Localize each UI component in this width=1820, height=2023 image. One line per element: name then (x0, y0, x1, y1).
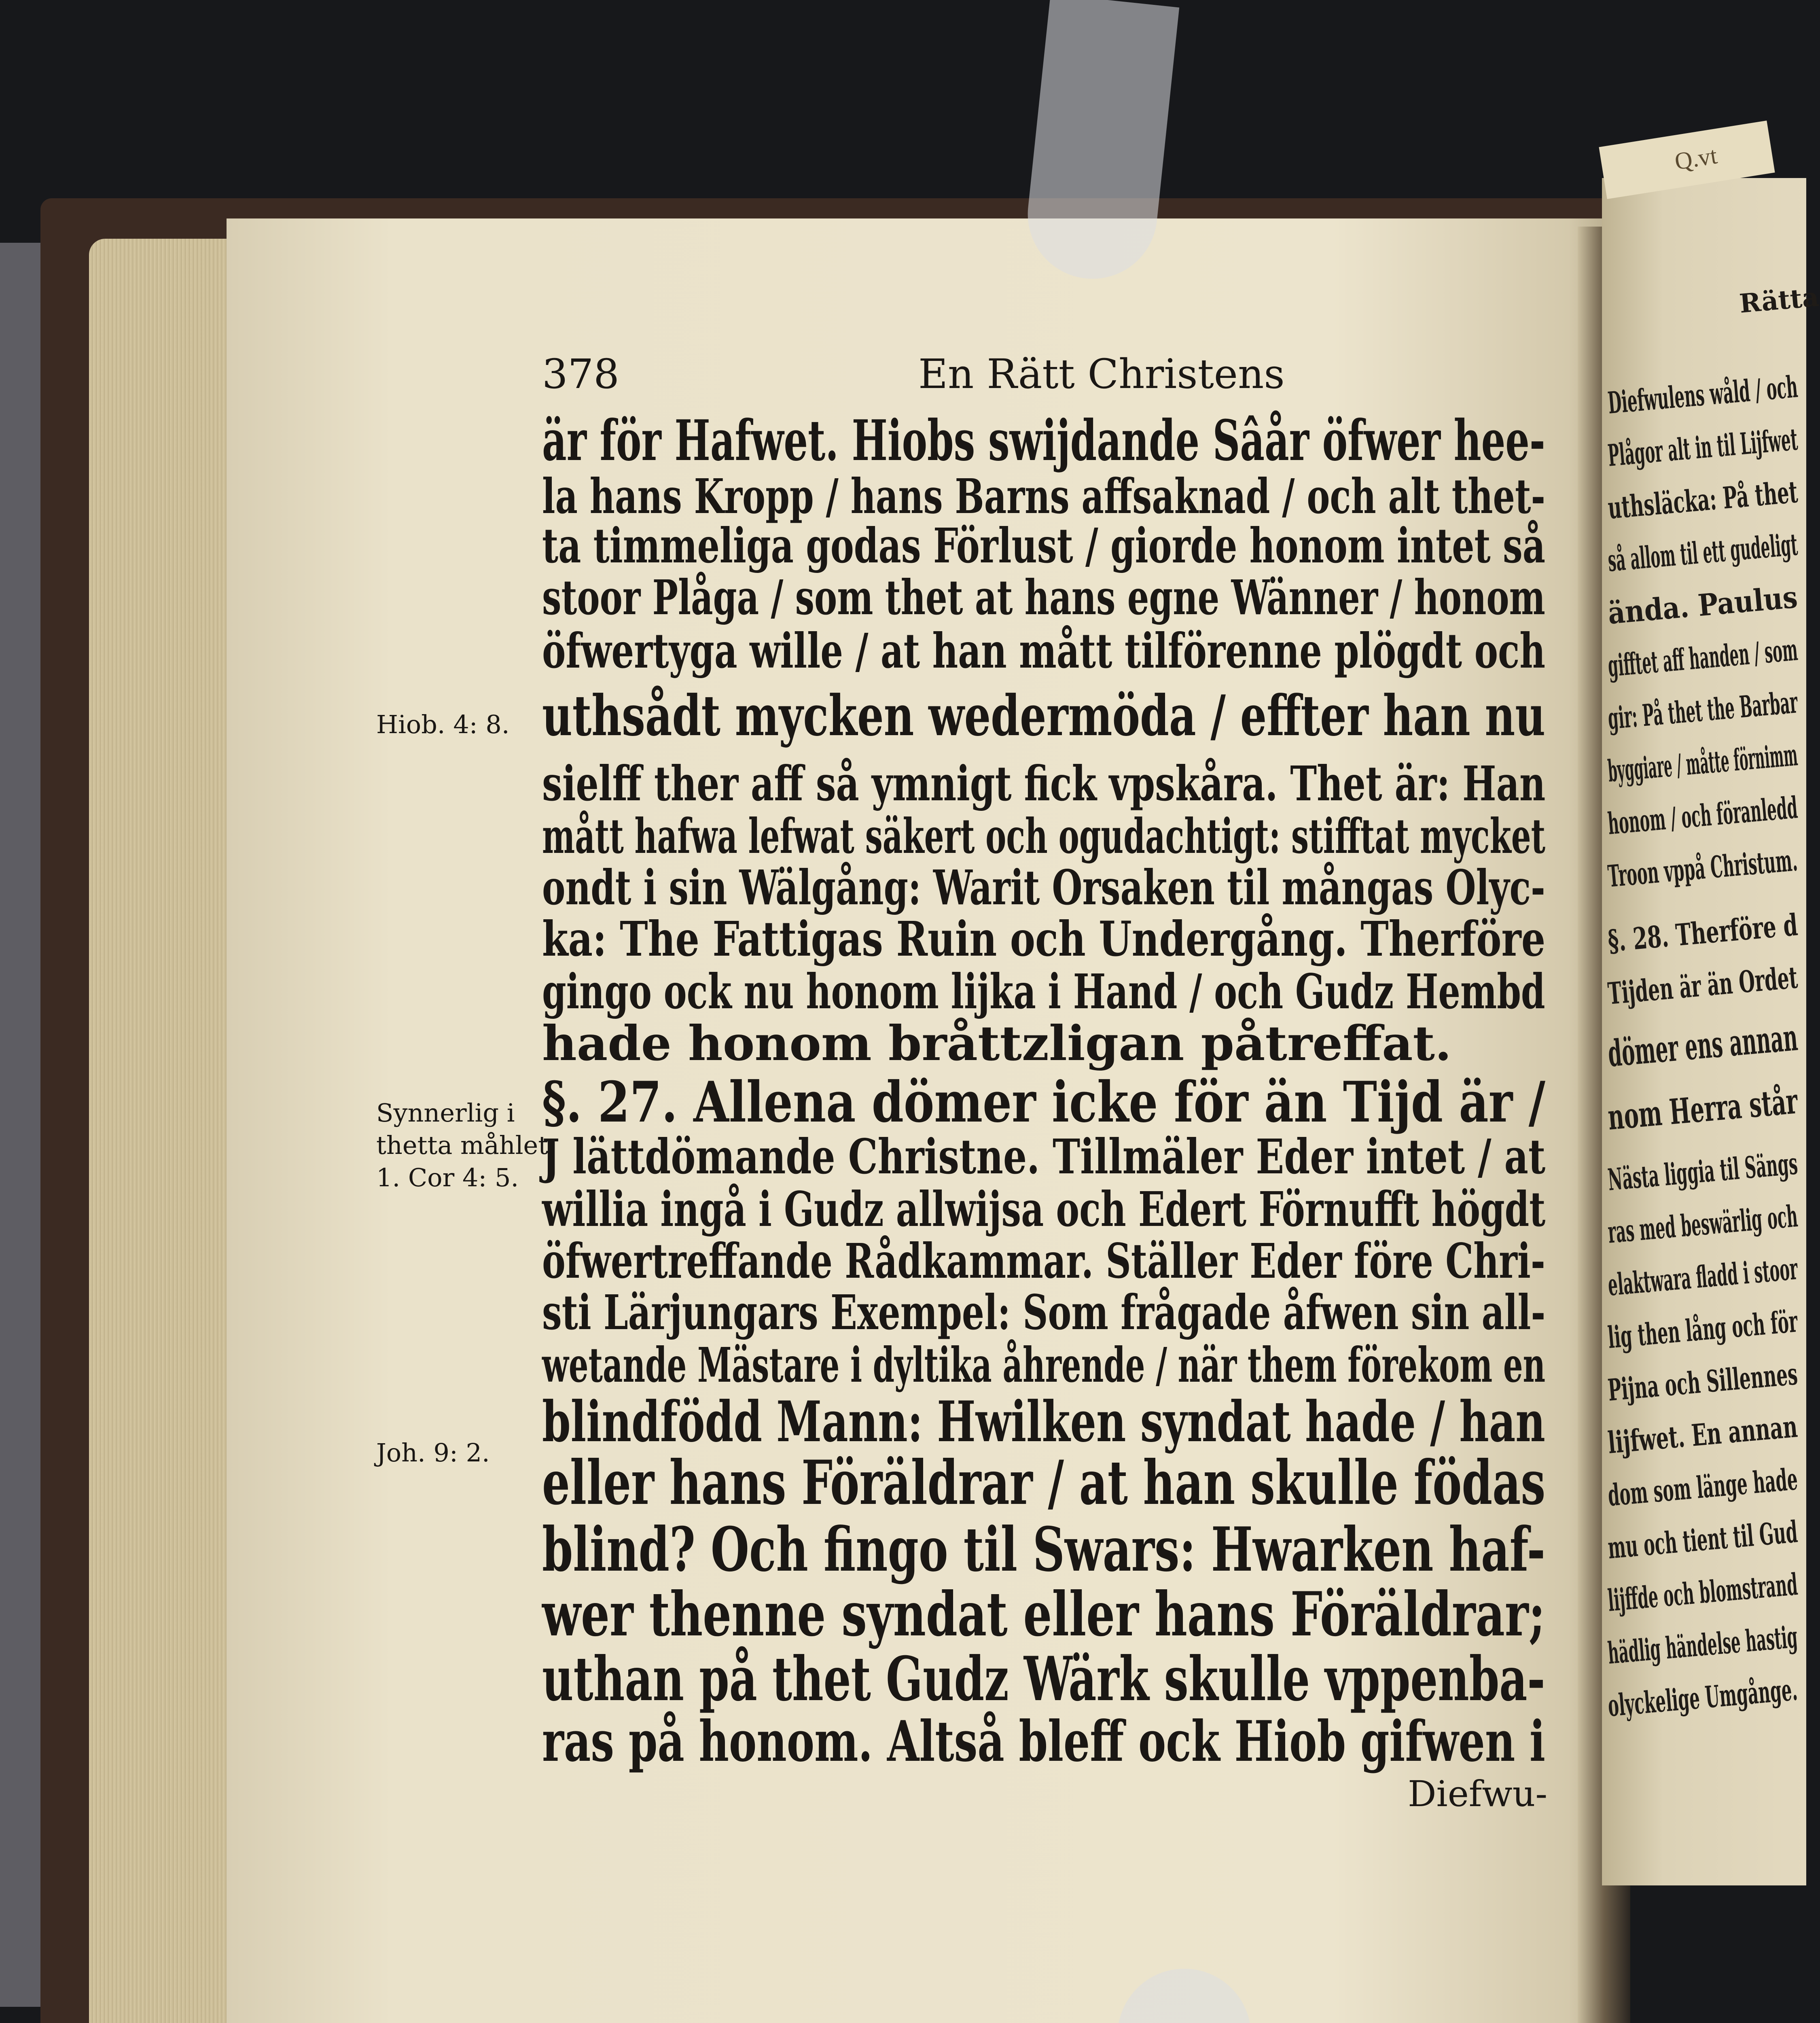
text-line: sielff ther aff så ymnigt fick vpskåra. Thet är: Han (542, 755, 1546, 812)
right-text-line: Diefwulens wåld / och (1606, 369, 1799, 421)
right-text-line: Troon vppå Christum. (1606, 843, 1799, 894)
right-text-line: Plågor alt in til Lijfwet (1606, 422, 1799, 473)
right-text-line: lijffde och blomstrand (1606, 1567, 1799, 1618)
page-number: 378 (542, 350, 619, 398)
right-text-line: ras med beswärlig och (1606, 1199, 1799, 1250)
text-line: uthsådt mycken wedermöda / effter han nu (542, 683, 1546, 749)
right-text-line: Tijden är än Ordet (1606, 960, 1799, 1012)
text-line: mått hafwa lefwat säkert och ogudachtigt: stifftat mycket (542, 808, 1546, 864)
text-line: ka: The Fattigas Ruin och Undergång. Therföre (542, 911, 1546, 967)
section-heading: §. 27. Allena dömer icke för än Tijd är / (542, 1069, 1546, 1135)
text-line: är för Hafwet. Hiobs swijdande Sâår öfwer hee- (542, 407, 1545, 473)
right-text-line: honom / och föranledd (1606, 790, 1799, 842)
text-line: öfwertyga wille / at han mått tilförenne plögdt och (542, 623, 1545, 679)
right-text-line: mu och tient til Gud (1606, 1514, 1799, 1566)
right-text-line: lijfwet. En annan (1606, 1409, 1799, 1461)
text-line: uthan på thet Gudz Wärk skulle vppenba- (542, 1643, 1545, 1715)
right-text-line: elaktwara fladd i stoor (1606, 1251, 1799, 1303)
right-running-head: Rätta (1738, 282, 1820, 319)
page-edges (89, 239, 235, 2023)
right-text-line: dömer ens annan (1606, 1016, 1799, 1075)
text-line: wer thenne syndat eller hans Föräldrar; (542, 1579, 1545, 1650)
text-line: gingo ock nu honom lijka i Hand / och Gudz Hembd (542, 963, 1545, 1020)
text-line: willia ingå i Gudz allwijsa och Edert Förnufft högdt (542, 1181, 1546, 1237)
right-text-line: Pijna och Sillennes (1606, 1357, 1799, 1408)
right-text-line: hädlig händelse hastig (1606, 1620, 1799, 1671)
text-line: ras på honom. Altså bleff ock Hiob gifwen i (542, 1708, 1545, 1774)
right-text-line: byggiare / måtte förnimm (1606, 738, 1799, 789)
text-line: J lättdömande Christne. Tillmäler Eder intet / at (542, 1128, 1546, 1185)
text-line: la hans Kropp / hans Barns affsaknad / och alt thet- (542, 468, 1545, 524)
right-text-line: Nästa liggia til Sängs (1606, 1146, 1799, 1198)
right-text-line: nom Herra står (1606, 1081, 1799, 1138)
text-line: sti Lärjungars Exempel: Som frågade åfwen sin all- (542, 1284, 1546, 1340)
text-line: ondt i sin Wälgång: Warit Orsaken til mångas Olyc- (542, 859, 1545, 916)
right-text-line: gir: På thet the Barbar (1606, 685, 1799, 736)
right-text-line: ända. Paulus (1606, 580, 1799, 631)
catchword: Diefwu- (1408, 1773, 1548, 1815)
right-text-line: så allom til ett gudeligt (1606, 527, 1799, 579)
text-line: wetande Mästare i dyltika åhrende / när them förekom en (542, 1337, 1546, 1393)
text-line: öfwertreffande Rådkammar. Ställer Eder före Chri- (542, 1233, 1545, 1289)
text-line: eller hans Föräldrar / at han skulle födas (542, 1447, 1546, 1518)
text-line: blind? Och fingo til Swars: Hwarken haf- (542, 1514, 1546, 1585)
margin-note-synnerlig: thetta måhlet (376, 1130, 549, 1160)
right-text-line: uthsläcka: På thet (1606, 475, 1799, 526)
right-text-line: §. 28. Therföre d (1606, 908, 1799, 959)
margin-note-hiob: Hiob. 4: 8. (376, 710, 510, 739)
text-line: ta timmeliga godas Förlust / giorde honom intet så (542, 517, 1546, 574)
right-text-line: gifftet aff handen / som (1606, 632, 1799, 684)
right-text-line: dom som länge hade (1606, 1462, 1799, 1513)
margin-note-synnerlig: Synnerlig i (376, 1098, 515, 1128)
margin-note-synnerlig: 1. Cor 4: 5. (376, 1163, 519, 1192)
right-text-line: olyckelige Umgånge. (1606, 1672, 1799, 1724)
paper-tag: Q.vt (1599, 121, 1775, 199)
right-text-line: lig then lång och för (1606, 1304, 1799, 1355)
running-head: En Rätt Christens (918, 350, 1285, 398)
text-line: hade honom bråttzligan påtreffat. (542, 1015, 1452, 1071)
text-line: stoor Plåga / som thet at hans egne Wänner / honom (542, 569, 1545, 626)
margin-note-joh: Joh. 9: 2. (376, 1438, 490, 1467)
text-line: blindfödd Mann: Hwilken syndat hade / han (542, 1389, 1545, 1455)
